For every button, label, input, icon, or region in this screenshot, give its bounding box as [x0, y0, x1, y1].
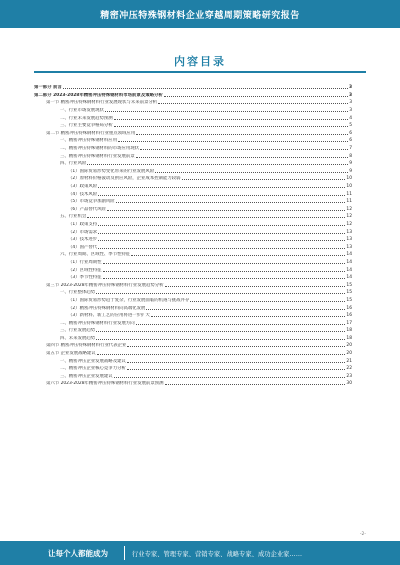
toc-entry-page: 13 [346, 229, 352, 235]
toc-entry-page: 13 [346, 244, 352, 250]
toc-entry[interactable] [34, 312, 352, 320]
toc-entry-page: 14 [346, 275, 352, 281]
toc-entry-text: （3）政策风险 [68, 184, 98, 190]
toc-entry[interactable] [34, 319, 352, 327]
toc-leader-dots [158, 103, 348, 104]
toc-entry[interactable] [34, 365, 352, 373]
toc-entry-text: （2）区域性特征 [68, 267, 102, 273]
report-title: 精密冲压特殊钢材料企业穿越周期策略研究报告 [100, 11, 300, 21]
toc-entry[interactable] [34, 251, 352, 259]
toc-leader-dots [127, 362, 346, 363]
toc-entry-page: 18 [346, 328, 352, 334]
toc-leader-dots [165, 286, 346, 287]
toc-entry[interactable] [34, 335, 352, 343]
toc-entry-text: （3）新材料、新工艺的应用将进一步扩大 [68, 313, 150, 319]
toc-entry[interactable] [34, 236, 352, 244]
toc-entry-text: 四、未来发展趋势 [60, 335, 96, 341]
toc-entry-text: 四、行业风险 [60, 161, 87, 167]
toc-entry[interactable] [34, 228, 352, 236]
toc-entry-page: 14 [346, 252, 352, 258]
footer-slogan: 让每个人都能成为 [48, 549, 108, 558]
toc-entry-page: 15 [346, 290, 352, 296]
toc-leader-dots [116, 202, 346, 203]
toc-entry[interactable] [34, 152, 352, 160]
toc-entry-text: （1）行业周期性 [68, 259, 102, 265]
toc-entry-text: （1）政策支持 [68, 221, 98, 227]
toc-entry-page: 3 [348, 85, 352, 91]
toc-entry-text: 三、行业主要竞争格局分析 [60, 123, 113, 129]
toc-entry-page: 20 [346, 351, 352, 357]
toc-leader-dots [165, 384, 346, 385]
toc-leader-dots [96, 331, 345, 332]
toc-leader-dots [87, 217, 345, 218]
toc-leader-dots [107, 210, 345, 211]
toc-entry[interactable] [34, 304, 352, 312]
toc-entry-text: （4）国产替代 [68, 244, 98, 250]
toc-entry-page: 16 [346, 313, 352, 319]
toc-leader-dots [96, 293, 345, 294]
footer-divider [124, 546, 125, 560]
toc-entry-text: 第二节 精密冲压特殊钢材料行业重点领域应用 [46, 130, 136, 136]
toc-entry[interactable] [34, 198, 352, 206]
toc-entry-text: 第六节 2023-2028年精密冲压特殊钢材料行业发展前景预测 [46, 381, 164, 387]
toc-entry[interactable] [34, 107, 352, 115]
toc-entry-text: 一、精密冲压特殊钢材料应用 [60, 138, 118, 144]
toc-entry-page: 12 [346, 221, 352, 227]
toc-entry-page: 23 [346, 373, 352, 379]
toc-leader-dots [87, 164, 348, 165]
toc-entry-page: 13 [346, 237, 352, 243]
toc-entry-page: 3 [348, 92, 352, 98]
toc-leader-dots [98, 248, 345, 249]
toc-entry-page: 15 [346, 282, 352, 288]
toc-leader-dots [190, 301, 345, 302]
toc-leader-dots [182, 179, 346, 180]
toc-leader-dots [103, 271, 346, 272]
toc-heading: 内容目录 [174, 55, 226, 68]
toc-entry-page: 5 [349, 123, 352, 129]
toc-entry-text: 第一节 精密冲压特殊钢材料行业发展现状与未来前景分析 [46, 100, 158, 106]
toc-entry[interactable] [34, 92, 352, 100]
toc-entry-page: 14 [346, 267, 352, 273]
toc-entry-page: 11 [346, 191, 352, 197]
toc-entry[interactable] [34, 99, 352, 107]
toc-entry-page: 9 [349, 168, 352, 174]
toc-leader-dots [127, 346, 345, 347]
toc-entry-text: （2）市场需求 [68, 229, 98, 235]
toc-entry-page: 7 [349, 146, 352, 152]
toc-entry[interactable] [34, 145, 352, 153]
toc-entry-text: 第一部分 前言 [34, 85, 62, 91]
toc-entry[interactable] [34, 114, 352, 122]
toc-entry-text: 三、行业发展趋势 [60, 328, 96, 334]
toc-entry-text: （6）产品替代风险 [68, 206, 106, 212]
toc-entry[interactable] [34, 266, 352, 274]
toc-leader-dots [136, 324, 346, 325]
toc-leader-dots [136, 157, 349, 158]
toc-leader-dots [136, 134, 348, 135]
toc-entry[interactable] [34, 342, 352, 350]
toc-entry[interactable] [34, 281, 352, 289]
toc-leader-dots [155, 172, 348, 173]
toc-entry-text: （5）市场竞争加剧风险 [68, 199, 115, 205]
toc-entry-page: 4 [349, 115, 352, 121]
toc-entry-text: 二、行业未来发展趋势预测 [60, 115, 113, 121]
toc-leader-dots [114, 119, 349, 120]
toc-entry-page: 30 [346, 381, 352, 387]
toc-leader-dots [98, 195, 345, 196]
toc-entry[interactable] [34, 289, 352, 297]
toc-entry-text: 二、精密冲压企业核心竞争力分析 [60, 366, 126, 372]
toc-entry[interactable] [34, 130, 352, 138]
table-of-contents [34, 84, 352, 388]
toc-entry-text: 第二部分 2023-2028年精密冲压特殊钢材料市场前景及策略分析 [34, 92, 163, 98]
toc-entry-text: 一、精密冲压企业发展战略及建议 [60, 358, 126, 364]
toc-entry-page: 16 [346, 305, 352, 311]
toc-entry[interactable] [34, 160, 352, 168]
toc-entry-page: 12 [346, 214, 352, 220]
toc-entry-text: 第三节 2023-2028年精密冲压特殊钢材料行业发展趋势分析 [46, 282, 164, 288]
toc-entry-page: 10 [346, 176, 352, 182]
toc-entry-text: 第四节 精密冲压特殊钢材料行业代表企业 [46, 343, 127, 349]
toc-entry-page: 9 [349, 161, 352, 167]
toc-entry[interactable] [34, 190, 352, 198]
toc-entry-page: 21 [346, 358, 352, 364]
toc-entry[interactable] [34, 243, 352, 251]
toc-entry[interactable] [34, 274, 352, 282]
toc-entry-text: （4）技术风险 [68, 191, 98, 197]
toc-entry-page: 20 [346, 343, 352, 349]
toc-entry-page: 8 [349, 153, 352, 159]
toc-entry-text: 六、行业周期、区域性、季节性特征 [60, 252, 131, 258]
toc-entry[interactable] [34, 297, 352, 305]
toc-entry-text: （1）国际贸易形势变化带来的行业发展风险 [68, 168, 155, 174]
toc-leader-dots [131, 255, 345, 256]
page-number: -2- [359, 532, 366, 537]
toc-entry-page: 14 [346, 259, 352, 265]
toc-entry-page: 6 [349, 138, 352, 144]
toc-heading-rule [34, 71, 366, 73]
toc-entry[interactable] [34, 122, 352, 130]
toc-entry-text: （3）季节性特征 [68, 275, 102, 281]
toc-leader-dots [98, 225, 345, 226]
toc-entry[interactable] [34, 373, 352, 381]
toc-leader-dots [118, 141, 348, 142]
toc-entry[interactable] [34, 357, 352, 365]
toc-entry-text: 一、行业市场发展现状 [60, 108, 104, 114]
toc-entry-page: 12 [346, 206, 352, 212]
toc-entry[interactable] [34, 84, 352, 92]
toc-entry-page: 17 [346, 320, 352, 326]
page-footer [0, 541, 400, 565]
toc-leader-dots [98, 187, 345, 188]
toc-entry-text: 二、精密冲压特殊钢材料的市场应用现状 [60, 146, 140, 152]
toc-leader-dots [114, 126, 349, 127]
toc-entry-page: 3 [349, 100, 352, 106]
toc-leader-dots [97, 354, 346, 355]
toc-entry-text: 三、精密冲压特殊钢材料行业发展前景 [60, 153, 135, 159]
toc-leader-dots [151, 316, 346, 317]
toc-entry-text: 五、行业机会 [60, 214, 87, 220]
toc-entry-text: （2）精密冲压特殊钢材料向高端化发展 [68, 305, 146, 311]
toc-entry-text: 二、精密冲压特殊钢材料行业发展方向 [60, 320, 135, 326]
toc-entry-text: （2）原材料价格波动及供应风险，企业成本控制能力较弱 [68, 176, 181, 182]
toc-entry[interactable] [34, 206, 352, 214]
toc-entry[interactable] [34, 183, 352, 191]
toc-entry[interactable] [34, 137, 352, 145]
toc-entry[interactable] [34, 168, 352, 176]
toc-entry-text: （3）技术进步 [68, 237, 98, 243]
toc-leader-dots [105, 111, 348, 112]
toc-entry[interactable] [34, 259, 352, 267]
toc-leader-dots [127, 369, 346, 370]
toc-entry[interactable] [34, 213, 352, 221]
toc-entry-page: 22 [346, 366, 352, 372]
toc-leader-dots [98, 240, 345, 241]
toc-leader-dots [164, 96, 348, 97]
toc-entry-page: 15 [346, 297, 352, 303]
toc-entry[interactable] [34, 327, 352, 335]
toc-entry[interactable] [34, 221, 352, 229]
toc-entry-page: 6 [349, 130, 352, 136]
toc-entry[interactable] [34, 350, 352, 358]
toc-entry-text: 第五节 企业发展战略建议 [46, 351, 96, 357]
toc-entry-text: （1）国际贸易形势趋于复杂，行业发展面临的机遇与挑战并存 [68, 297, 190, 303]
page-header [0, 0, 400, 28]
toc-leader-dots [98, 233, 345, 234]
toc-leader-dots [103, 278, 346, 279]
toc-entry-page: 18 [346, 335, 352, 341]
toc-entry-page: 3 [349, 108, 352, 114]
toc-leader-dots [103, 263, 346, 264]
toc-entry-text: 一、行业整体趋势 [60, 290, 96, 296]
toc-leader-dots [146, 309, 345, 310]
toc-leader-dots [140, 149, 348, 150]
toc-entry-page: 10 [346, 184, 352, 190]
footer-tagline: 行业专家、管理专家、营销专家、战略专家、成功企业家…… [132, 551, 303, 558]
toc-entry-text: 三、精密冲压企业发展建议 [60, 373, 113, 379]
toc-leader-dots [114, 377, 346, 378]
toc-leader-dots [63, 88, 348, 89]
toc-entry[interactable] [34, 380, 352, 388]
toc-leader-dots [96, 339, 345, 340]
toc-entry[interactable] [34, 175, 352, 183]
toc-entry-page: 11 [346, 199, 352, 205]
